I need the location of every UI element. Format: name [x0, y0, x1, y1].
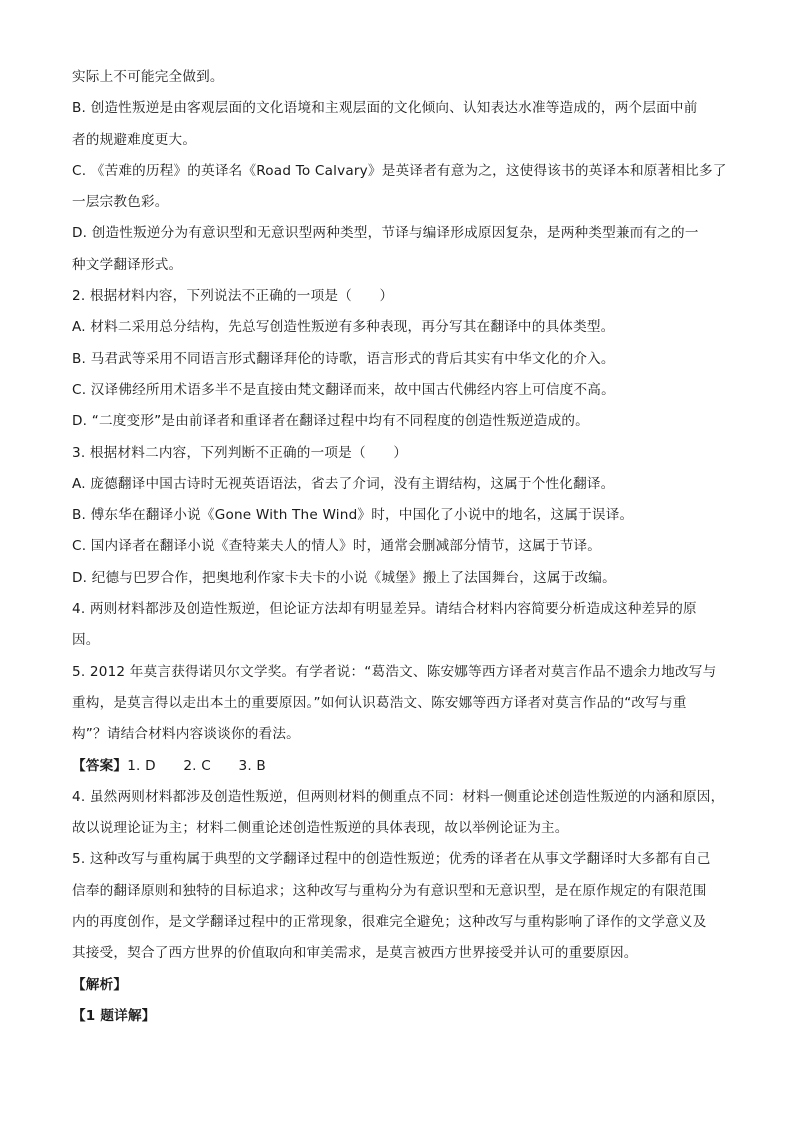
question-2: 2. 根据材料内容，下列说法不正确的一项是（ ） [72, 288, 394, 305]
text-line: 种文学翻译形式。 [72, 256, 183, 273]
text-line: D. 创造性叛逆分为有意识型和无意识型两种类型，节译与编译形成原因复杂，是两种类型兼而有之的一 [72, 225, 699, 242]
explanation-line: 4. 虽然两则材料都涉及创造性叛逆，但两则材料的侧重点不同：材料一侧重论述创造性叛逆的内涵和原因， [72, 788, 725, 805]
answer-line [72, 751, 742, 782]
option-b: B. 傅东华在翻译小说《Gone With The Wind》时，中国化了小说中的地名，这属于误译。 [72, 507, 634, 524]
text-line: 重构，是莫言得以走出本土的重要原因。”如何认识葛浩文、陈安娜等西方译者对莫言作品的“改写与重 [72, 694, 687, 711]
explanation-line: 信奉的翻译原则和独特的目标追求；这种改写与重构分为有意识型和无意识型，是在原作规定的有限范围 [72, 882, 707, 899]
analysis-label: 【解析】 [72, 976, 128, 993]
explanation-line: 内的再度创作，是文学翻译过程中的正常现象，很难完全避免；这种改写与重构影响了译作的文学意义及 [72, 914, 707, 931]
question-3: 3. 根据材料二内容，下列判断不正确的一项是（ ） [72, 444, 408, 461]
text-line: 构”？请结合材料内容谈谈你的看法。 [72, 726, 300, 743]
detail-label: 【1 题详解】 [72, 1007, 156, 1024]
option-c: C. 汉译佛经所用术语多半不是直接由梵文翻译而来，故中国古代佛经内容上可信度不高。 [72, 381, 615, 398]
text-line: 因。 [72, 632, 100, 649]
option-d: D. 纪德与巴罗合作，把奥地利作家卡夫卡的小说《城堡》搬上了法国舞台，这属于改编。 [72, 569, 616, 586]
answer-text: 1. D 2. C 3. B [127, 757, 266, 774]
option-c: C. 国内译者在翻译小说《查特莱夫人的情人》时，通常会删减部分情节，这属于节译。 [72, 538, 602, 555]
text-line: 实际上不可能完全做到。 [72, 69, 224, 85]
text-line: C. 《苦难的历程》的英译名《Road To Calvary》是英译者有意为之，这使得该书的英译本和原著相比多了 [72, 162, 727, 179]
text-line: 者的规避难度更大。 [72, 131, 197, 148]
explanation-line: 故以说理论证为主；材料二侧重论述创造性叛逆的具体表现，故以举例论证为主。 [72, 820, 569, 837]
answer-label: 【答案】 [72, 757, 128, 774]
option-a: A. 材料二采用总分结构，先总写创造性叛逆有多种表现，再分写其在翻译中的具体类型。 [72, 319, 615, 336]
option-b: B. 马君武等采用不同语言形式翻译拜伦的诗歌，语言形式的背后其实有中华文化的介入。 [72, 350, 615, 367]
option-a: A. 庞德翻译中国古诗时无视英语语法，省去了介词，没有主谓结构，这属于个性化翻译。 [72, 475, 615, 492]
question-4: 4. 两则材料都涉及创造性叛逆，但论证方法却有明显差异。请结合材料内容简要分析造成这种差异的原 [72, 601, 697, 618]
document-page [72, 62, 742, 1032]
text-line: 一层宗教色彩。 [72, 194, 169, 211]
explanation-line: 其接受，契合了西方世界的价值取向和审美需求，是莫言被西方世界接受并认可的重要原因。 [72, 945, 638, 962]
explanation-line: 5. 这种改写与重构属于典型的文学翻译过程中的创造性叛逆；优秀的译者在从事文学翻译时大多都有自己 [72, 851, 711, 868]
option-d: D. “二度变形”是由前译者和重译者在翻译过程中均有不同程度的创造性叛逆造成的。 [72, 413, 589, 430]
text-line: B. 创造性叛逆是由客观层面的文化语境和主观层面的文化倾向、认知表达水准等造成的，两个层面中前 [72, 100, 698, 117]
question-5: 5. 2012 年莫言获得诺贝尔文学奖。有学者说：“葛浩文、陈安娜等西方译者对莫言作品不遗余力地改写与 [72, 663, 717, 680]
